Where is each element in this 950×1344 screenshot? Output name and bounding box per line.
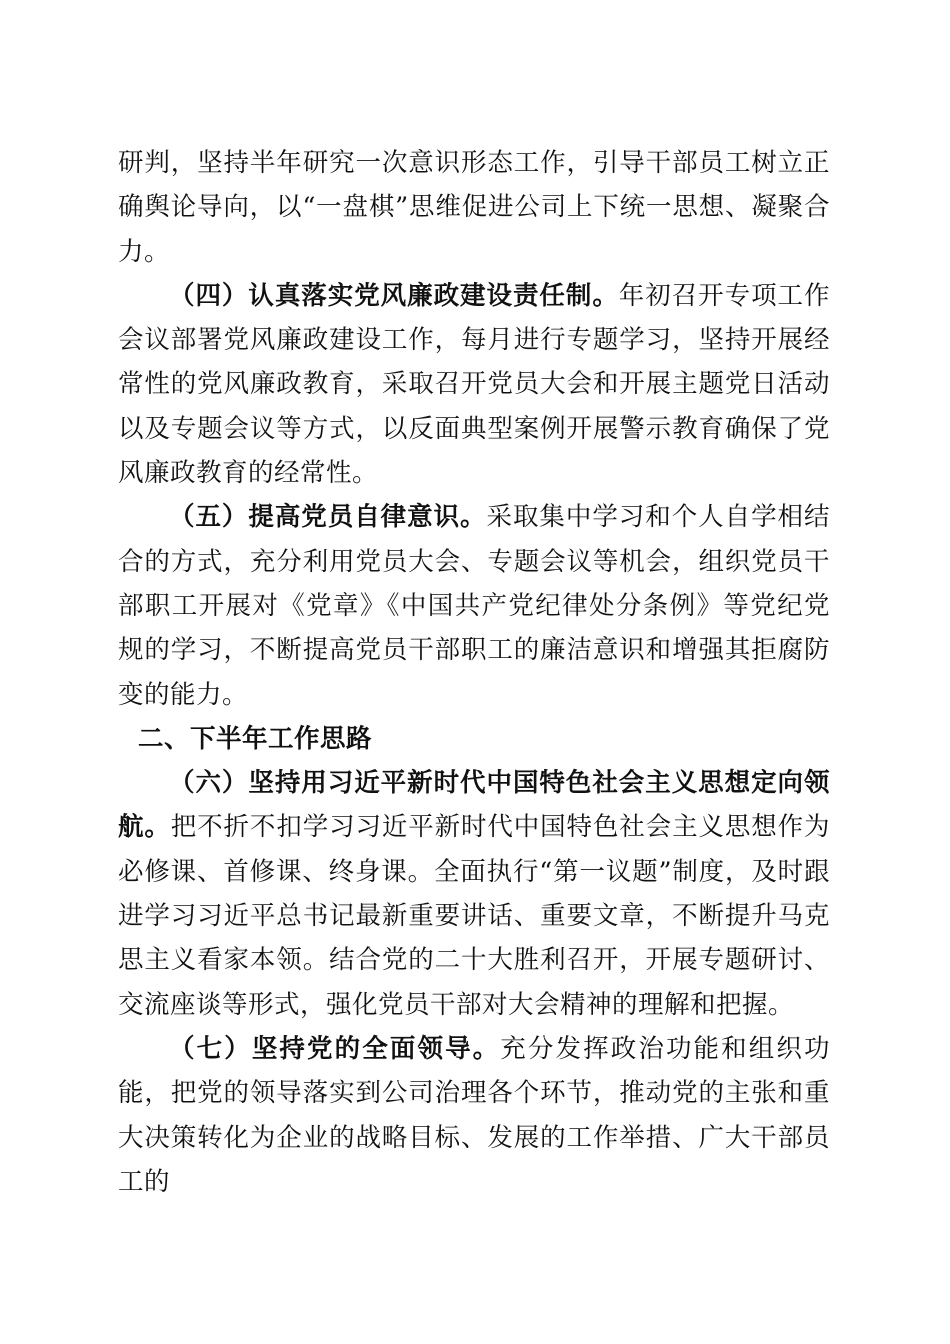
- paragraph-item-5: [118, 495, 830, 716]
- paragraph-item-4: [118, 274, 830, 495]
- section-heading: 二、下半年工作思路: [138, 723, 373, 754]
- paragraph-body: 充分发挥政治功能和组织功能，把党的领导落实到公司治理各个环节，推动党的主张和重大决策转化为企业的战略目标、发展的工作举措、广大干部员工的: [118, 1033, 830, 1197]
- document-page: [118, 141, 830, 1204]
- paragraph-item-7: [118, 1027, 830, 1204]
- paragraph-lead: （六）坚持用习近平新时代中国特色社会主义思想定向领航。: [118, 768, 830, 843]
- paragraph-body: 年初召开专项工作会议部署党风廉政建设工作，每月进行专题学习，坚持开展经常性的党风廉政教育，采取召开党员大会和开展主题党日活动以及专题会议等方式，以反面典型案例开展警示教育确保了党风廉政教育的经常性。: [118, 280, 830, 489]
- paragraph-lead: （七）坚持党的全面领导。: [169, 1033, 501, 1064]
- paragraph-body: 采取集中学习和个人自学相结合的方式，充分利用党员大会、专题会议等机会，组织党员干部职工开展对《党章》《中国共产党纪律处分条例》等党纪党规的学习，不断提高党员干部职工的廉洁意识和增强其拒腐防变的能力。: [118, 502, 830, 710]
- paragraph-item-6: [118, 761, 830, 1027]
- paragraph-body: 研判，坚持半年研究一次意识形态工作，引导干部员工树立正确舆论导向，以“一盘棋”思维促进公司上下统一思想、凝聚合力。: [118, 148, 830, 267]
- paragraph-continued: [118, 141, 830, 274]
- paragraph-body: 把不折不扣学习习近平新时代中国特色社会主义思想作为必修课、首修课、终身课。全面执行“第一议题”制度，及时跟进学习习近平总书记最新重要讲话、重要文章，不断提升马克思主义看家本领。结合党的二十大胜利召开，开展专题研讨、交流座谈等形式，强化党员干部对大会精神的理解和把握。: [118, 812, 830, 1020]
- paragraph-lead: （四）认真落实党风廉政建设责任制。: [169, 280, 619, 311]
- paragraph-lead: （五）提高党员自律意识。: [169, 502, 487, 533]
